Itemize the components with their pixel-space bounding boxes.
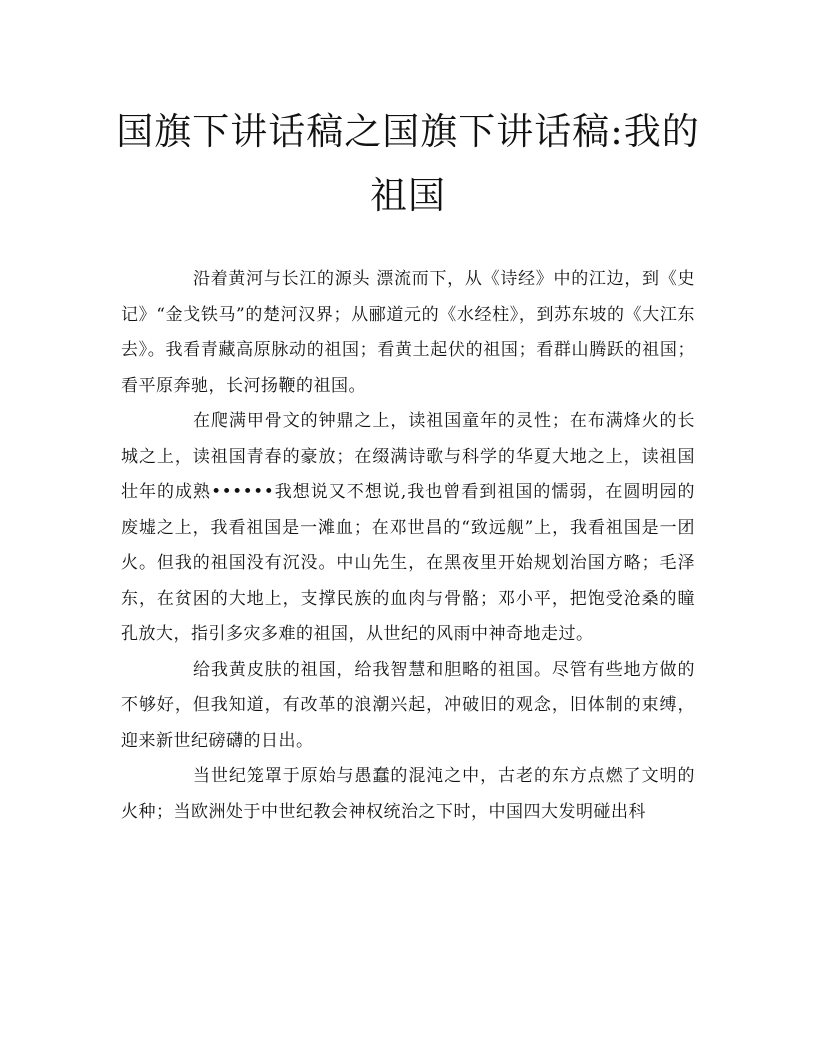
- paragraph: 当世纪笼罩于原始与愚蠢的混沌之中，古老的东方点燃了文明的火种；当欧洲处于中世纪教会神权统治之下时，中国四大发明碰出科: [121, 766, 695, 822]
- paragraph: 在爬满甲骨文的钟鼎之上，读祖国童年的灵性；在布满烽火的长城之上，读祖国青春的豪放；在缀满诗歌与科学的华夏大地之上，读祖国壮年的成熟••••••我想说又不想说,我也曾看到祖国的懦弱，在圆明园的废墟之上，我看祖国是一滩血；在邓世昌的“致远舰”上，我看祖国是一团火。但我的祖国没有沉没。中山先生，在黑夜里开始规划治国方略；毛泽东，在贫困的大地上，支撑民族的血肉与骨骼；邓小平，把饱受沧桑的瞳孔放大，指引多灾多难的祖国，从世纪的风雨中神奇地走过。: [121, 411, 695, 644]
- paragraph: 给我黄皮肤的祖国，给我智慧和胆略的祖国。尽管有些地方做的不够好，但我知道，有改革的浪潮兴起，冲破旧的观念，旧体制的束缚，迎来新世纪磅礴的日出。: [121, 659, 695, 751]
- document-body: [121, 262, 695, 830]
- document-title: 国旗下讲话稿之国旗下讲话稿:我的祖国: [116, 110, 700, 217]
- paragraph: 沿着黄河与长江的源头 漂流而下，从《诗经》中的江边，到《史记》“金戈铁马”的楚河汉界；从郦道元的《水经柱》，到苏东坡的《大江东去》。我看青藏高原脉动的祖国；看黄土起伏的祖国；看群山腾跃的祖国；看平原奔驰，长河扬鞭的祖国。: [121, 269, 695, 396]
